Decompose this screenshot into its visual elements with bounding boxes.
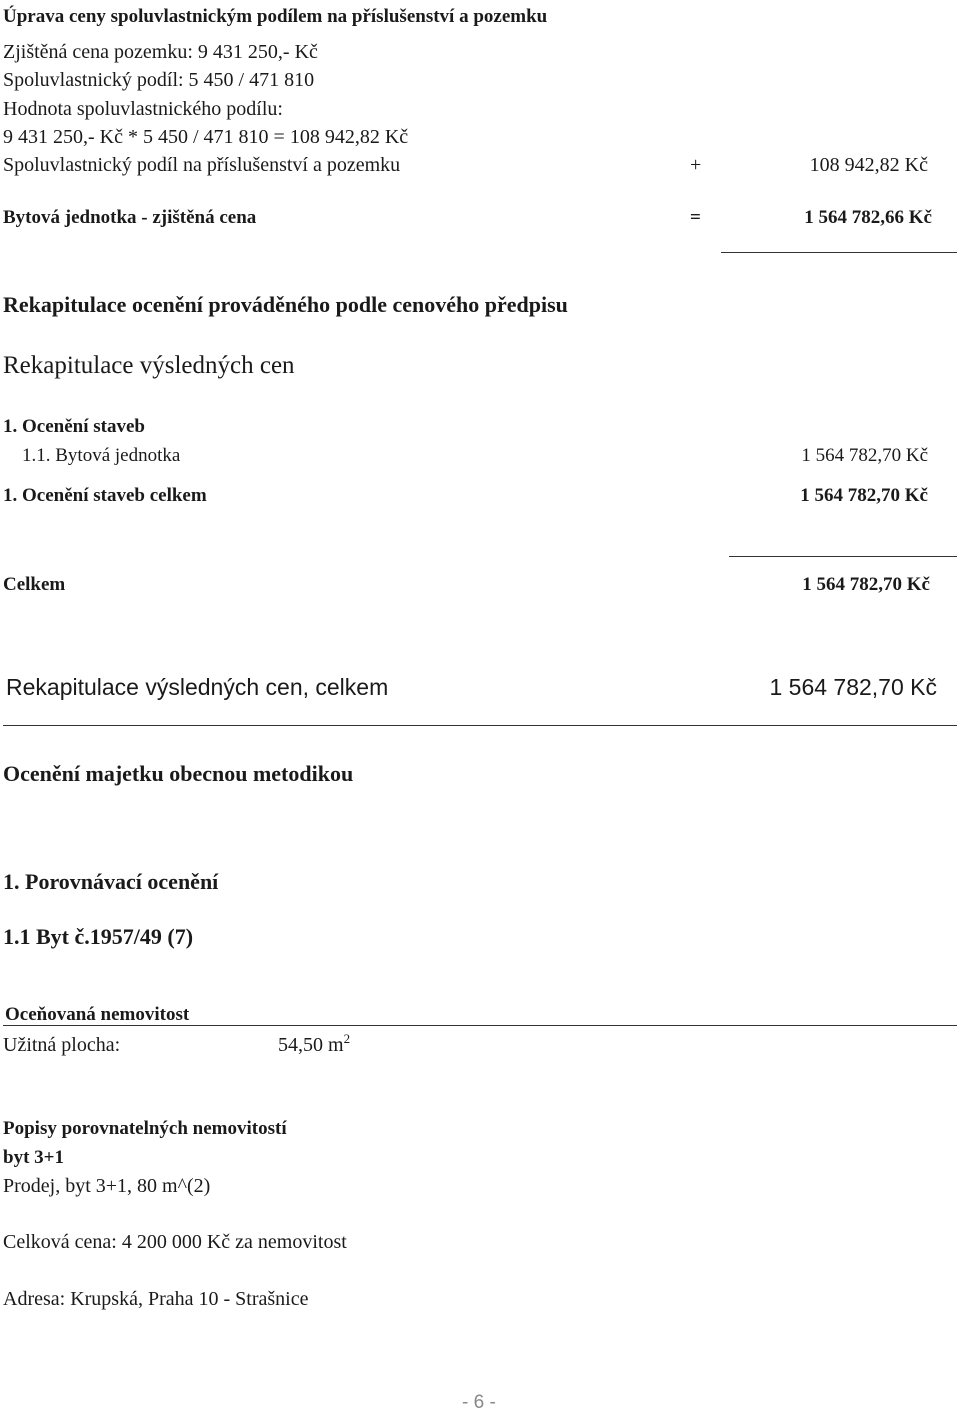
item-value: 1 564 782,70 Kč xyxy=(801,445,928,466)
share-row-value: 108 942,82 Kč xyxy=(809,154,928,176)
comparison-title: 1. Porovnávací ocenění xyxy=(3,869,219,894)
grand-total-value: 1 564 782,70 Kč xyxy=(769,674,937,700)
property-heading: Oceňovaná nemovitost xyxy=(5,1004,190,1025)
share-value-label: Hodnota spoluvlastnického podílu: xyxy=(3,98,283,120)
section-title-share: Úprava ceny spoluvlastnickým podílem na příslušenství a pozemku xyxy=(3,6,548,27)
share-row-operator: + xyxy=(690,154,702,176)
recap-subtitle: Rekapitulace výsledných cen xyxy=(3,352,295,379)
comparable-name: byt 3+1 xyxy=(3,1147,64,1168)
land-price-line: Zjištěná cena pozemku: 9 431 250,- Kč xyxy=(3,41,318,63)
area-value: 54,50 $m^2$ xyxy=(278,1031,351,1056)
divider xyxy=(721,252,957,253)
divider xyxy=(3,725,957,726)
section-title-general: Ocenění majetku obecnou metodikou xyxy=(3,761,354,786)
section-title-recap: Rekapitulace ocenění prováděného podle cenového předpisu xyxy=(3,292,568,317)
comparable-price: Celková cena: 4 200 000 Kč za nemovitost xyxy=(3,1231,347,1253)
flat-title: 1.1 Byt č.1957/49 (7) xyxy=(3,924,194,949)
unit-price-operator: = xyxy=(690,207,701,228)
page-number: - 6 - xyxy=(462,1392,496,1413)
unit-price-value: 1 564 782,66 Kč xyxy=(804,207,932,228)
comparables-heading: Popisy porovnatelných nemovitostí xyxy=(3,1118,287,1139)
item-label: 1.1. Bytová jednotka xyxy=(22,445,181,466)
comparable-address: Adresa: Krupská, Praha 10 - Strašnice xyxy=(3,1288,309,1310)
area-label: Užitná plocha: xyxy=(3,1034,121,1056)
total-label: Celkem xyxy=(3,574,66,595)
total-value: 1 564 782,70 Kč xyxy=(802,574,930,595)
grand-total-label: Rekapitulace výsledných cen, celkem xyxy=(6,674,389,700)
divider xyxy=(729,556,957,557)
share-row-label: Spoluvlastnický podíl na příslušenství a pozemku xyxy=(3,154,401,176)
share-line: Spoluvlastnický podíl: 5 450 / 471 810 xyxy=(3,69,315,91)
share-formula-line: 9 431 250,- Kč * 5 450 / 471 810 = 108 942,82 Kč xyxy=(3,126,409,148)
group-title: 1. Ocenění staveb xyxy=(3,416,145,437)
divider xyxy=(3,1025,957,1026)
comparable-description: Prodej, byt 3+1, 80 m^(2) xyxy=(3,1175,211,1197)
group-total-value: 1 564 782,70 Kč xyxy=(800,485,928,506)
group-total-label: 1. Ocenění staveb celkem xyxy=(3,485,207,506)
unit-price-label: Bytová jednotka - zjištěná cena xyxy=(3,207,257,228)
